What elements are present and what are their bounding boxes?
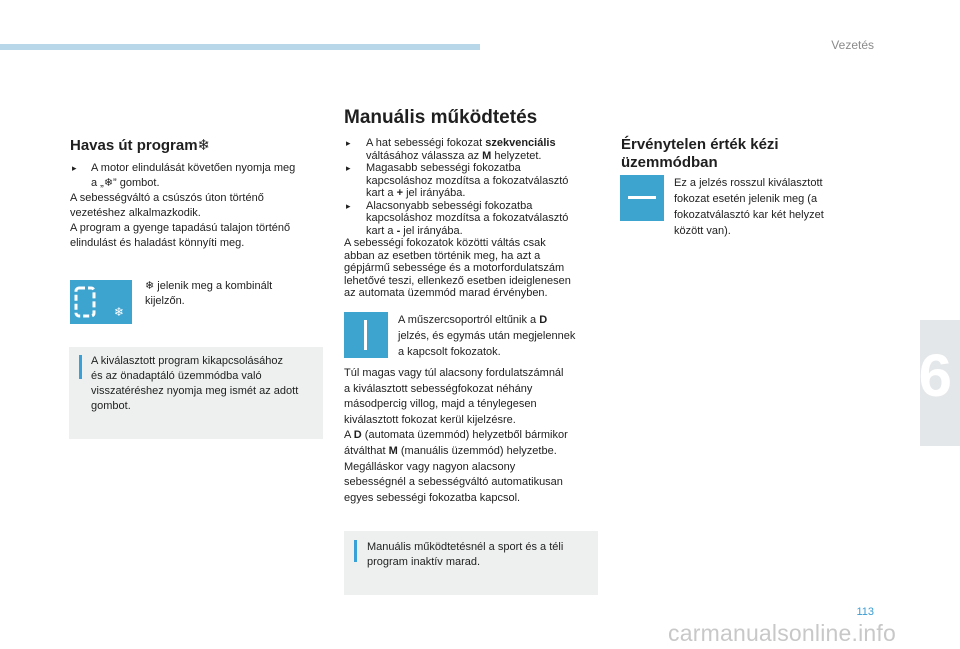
- middle-icon-text: A műszercsoportról eltűnik a D jelzés, és egymás után megjelennek a kapcsolt fokozatok.: [398, 314, 576, 358]
- middle-para-1: A sebességi fokozatok közötti váltás csak abban az esetben történik meg, ha azt a gépjármű sebessége és a motorfordulatszám lehetővé teszi, ellenkező esetben ideiglenesen az automata üzemmód marad érvényben.: [344, 237, 571, 299]
- left-para: A sebességváltó a csúszós úton történő vezetéshez alkalmazkodik. A program a gyenge tapadású talajon történő elindulást és haladást könnyíti meg.: [70, 192, 291, 249]
- left-note-box: [69, 347, 323, 439]
- section-title-invalid-value: Érvénytelen érték kézi üzemmódban: [621, 136, 779, 171]
- note-bar-icon: [79, 355, 82, 379]
- note-bar-icon: [354, 540, 357, 562]
- watermark: carmanualsonline.info: [668, 620, 896, 646]
- middle-bullets: [344, 137, 604, 300]
- section-name: Vezetés: [831, 38, 874, 52]
- bullet-arrow-icon: ▸: [346, 138, 351, 148]
- left-bullet-1: ▸ A motor elindulását követően nyomja meg a „❄” gombot.: [72, 162, 296, 189]
- bullet-arrow-icon: ▸: [72, 163, 77, 173]
- middle-bullet-2: ▸ Magasabb sebességi fokozatba kapcsoláshoz mozdítsa a fokozatválasztó kart a + jel irányába.: [346, 162, 569, 199]
- right-icon-text: Ez a jelzés rosszul kiválasztott fokozat esetén jelenik meg (a fokozatválasztó kar két helyzet között van).: [674, 177, 824, 237]
- left-body: [70, 161, 330, 251]
- middle-note-text: Manuális működtetésnél a sport és a téli program inaktív marad.: [367, 541, 564, 568]
- left-note-text: A kiválasztott program kikapcsolásához és az önadaptáló üzemmódba való visszatéréshez nyomja meg ismét az adott gombot.: [91, 355, 299, 412]
- gear-indicator-icon: [344, 312, 388, 358]
- section-title-snow-program: Havas út program❄: [70, 137, 211, 154]
- section-title-manual: Manuális működtetés: [344, 107, 538, 128]
- bullet-arrow-icon: ▸: [346, 200, 351, 211]
- invalid-gear-icon: [620, 175, 664, 221]
- bullet-arrow-icon: ▸: [346, 163, 351, 173]
- chapter-number: 6: [918, 342, 952, 409]
- middle-note-box: [344, 531, 598, 595]
- left-icon-text: ❄ jelenik meg a kombinált kijelzőn.: [145, 280, 273, 307]
- middle-para-2: Túl magas vagy túl alacsony fordulatszámnál a kiválasztott sebességfokozat néhány másodpercig villog, majd a ténylegesen kiválasztott fokozat kerül kijelzésre. A D (automata üzemmód) helyzetből bármikor átválthat M (manuális üzemmód) helyzetbe. Megálláskor vagy nagyon alacsony sebességnél a sebességváltó automatikusan egyes sebességi fokozatba kapcsol.: [344, 367, 568, 504]
- gear-display-icon: [70, 280, 132, 324]
- middle-bullet-3: ▸ Alacsonyabb sebességi fokozatba kapcsoláshoz mozdítsa a fokozatválasztó kart a - jel irányába.: [346, 199, 569, 237]
- page-number: 113: [856, 606, 874, 618]
- header-bar: [0, 44, 480, 50]
- middle-bullet-1: ▸ A hat sebességi fokozat szekvenciális váltásához válassza az M helyzetet.: [346, 137, 556, 162]
- svg-text:❄: ❄: [114, 305, 125, 319]
